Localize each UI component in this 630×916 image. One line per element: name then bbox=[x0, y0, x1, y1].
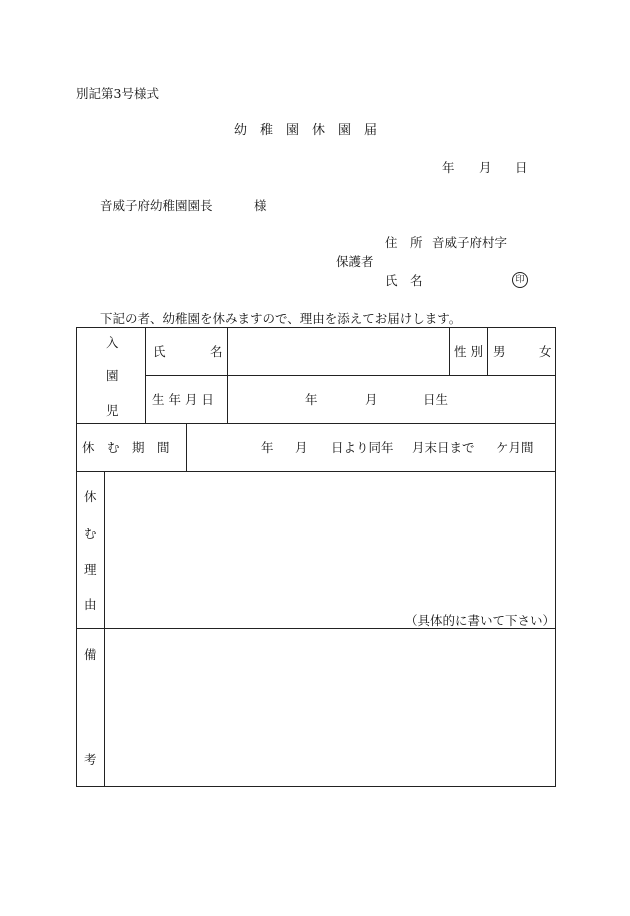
child-name-label: 名 bbox=[210, 344, 223, 359]
date-year-label: 年 bbox=[442, 160, 455, 175]
birth-day-label: 日生 bbox=[423, 392, 449, 407]
addressee-honorific: 様 bbox=[254, 198, 267, 213]
column-divider bbox=[104, 471, 105, 787]
date-month-label: 月 bbox=[479, 160, 492, 175]
guardian-name-label: 氏 名 bbox=[385, 273, 423, 288]
column-divider bbox=[449, 328, 450, 375]
period-from-day: 日より同年 bbox=[331, 440, 394, 455]
birth-year-label: 年 bbox=[305, 392, 318, 407]
column-divider bbox=[487, 328, 488, 375]
guardian-address-label: 住 所 bbox=[385, 235, 423, 250]
child-section-char: 園 bbox=[106, 368, 119, 383]
remarks-label-char: 考 bbox=[84, 752, 97, 767]
gender-male-option: 男 bbox=[493, 344, 506, 359]
child-section-char: 入 bbox=[106, 335, 119, 350]
seal-icon: 印 bbox=[512, 272, 528, 288]
guardian-address-value: 音威子府村字 bbox=[432, 235, 508, 250]
reason-label-char: 由 bbox=[84, 597, 97, 612]
birth-month-label: 月 bbox=[365, 392, 378, 407]
period-year-label: 年 bbox=[261, 440, 274, 455]
guardian-label: 保護者 bbox=[336, 254, 374, 269]
column-divider bbox=[186, 423, 187, 471]
intro-text: 下記の者、幼稚園を休みますので、理由を添えてお届けします。 bbox=[100, 311, 462, 326]
birth-date-label: 生 年 月 日 bbox=[152, 392, 214, 407]
remarks-label-char: 備 bbox=[84, 647, 97, 662]
column-divider bbox=[227, 328, 228, 423]
form-title: 幼 稚 園 休 園 届 bbox=[234, 123, 378, 138]
row-divider bbox=[77, 423, 555, 424]
child-section-char: 児 bbox=[106, 403, 119, 418]
reason-note: （具体的に書いて下さい） bbox=[405, 613, 556, 628]
addressee-name: 音威子府幼稚園園長 bbox=[100, 198, 213, 213]
reason-label-char: 理 bbox=[84, 562, 97, 577]
child-name-label: 氏 bbox=[153, 344, 166, 359]
form-number: 別記第3号様式 bbox=[76, 86, 159, 101]
row-divider bbox=[77, 628, 555, 629]
leave-period-label: 休 む 期 間 bbox=[82, 440, 170, 455]
reason-label-char: 休 bbox=[84, 489, 97, 504]
row-divider bbox=[145, 375, 555, 376]
period-end-of-month: 月末日まで bbox=[412, 440, 475, 455]
gender-female-option: 女 bbox=[539, 344, 552, 359]
reason-label-char: む bbox=[84, 526, 97, 541]
period-months-label: ケ月間 bbox=[496, 440, 534, 455]
leave-form-table bbox=[76, 327, 556, 787]
column-divider bbox=[145, 328, 146, 423]
gender-label: 性 別 bbox=[454, 344, 483, 359]
period-month-label: 月 bbox=[295, 440, 308, 455]
date-day-label: 日 bbox=[515, 160, 528, 175]
row-divider bbox=[77, 471, 555, 472]
